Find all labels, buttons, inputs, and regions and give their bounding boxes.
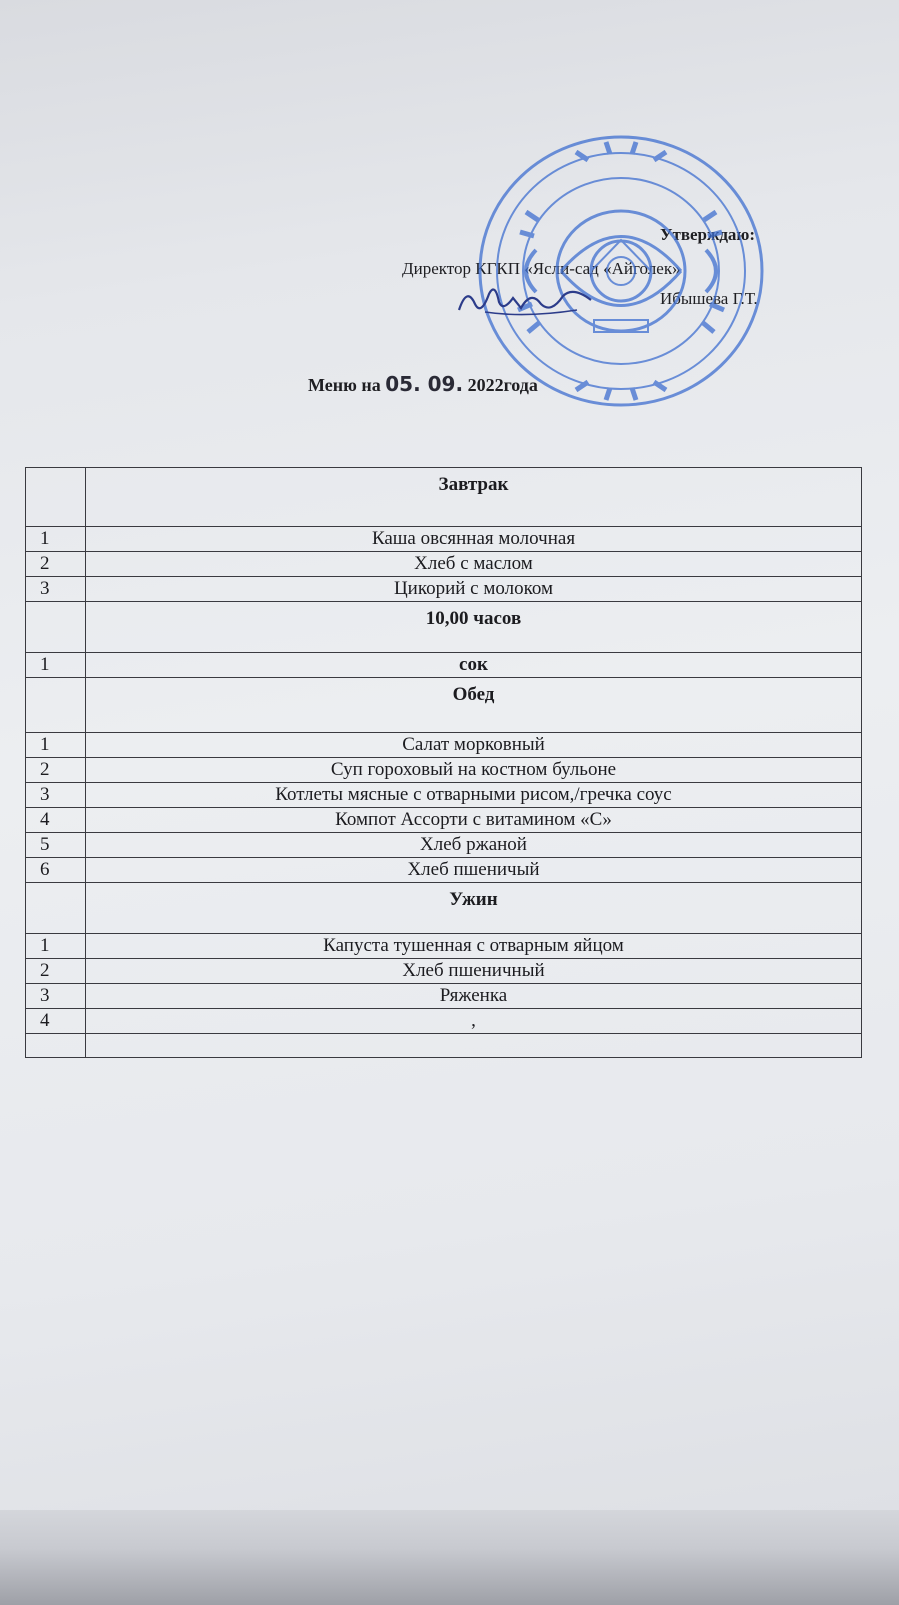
row-number: 1 (26, 934, 86, 959)
row-number (26, 1034, 86, 1058)
dish-name (86, 1034, 862, 1058)
table-row (26, 783, 862, 808)
official-round-stamp-icon (476, 132, 766, 410)
dish-name: Каша овсянная молочная (86, 527, 862, 552)
page-bottom-edge (0, 1510, 899, 1605)
dish-name: , (86, 1009, 862, 1034)
row-number: 4 (26, 808, 86, 833)
table-row (26, 959, 862, 984)
dish-name: Цикорий с молоком (86, 577, 862, 602)
row-number: 5 (26, 833, 86, 858)
dish-name: сок (86, 653, 862, 678)
table-row (26, 653, 862, 678)
row-number: 3 (26, 984, 86, 1009)
empty-table-row (26, 1034, 862, 1058)
section-number-cell (26, 883, 86, 934)
table-row (26, 984, 862, 1009)
section-number-cell (26, 468, 86, 527)
row-number: 3 (26, 577, 86, 602)
row-number: 2 (26, 959, 86, 984)
table-row (26, 733, 862, 758)
section-number-cell (26, 678, 86, 733)
section-title: Завтрак (86, 468, 862, 527)
menu-title (308, 372, 538, 396)
row-number: 1 (26, 733, 86, 758)
table-row (26, 833, 862, 858)
table-row (26, 934, 862, 959)
table-row (26, 1009, 862, 1034)
row-number: 2 (26, 552, 86, 577)
approval-name: Ибышева Г.Т. (660, 289, 758, 308)
menu-title-prefix: Меню на (308, 375, 386, 395)
row-number: 4 (26, 1009, 86, 1034)
approval-title: Утверждаю: (660, 225, 756, 244)
dish-name: Хлеб пшеничный (86, 959, 862, 984)
table-row (26, 577, 862, 602)
table-row (26, 552, 862, 577)
dish-name: Котлеты мясные с отварными рисом,/гречка соус (86, 783, 862, 808)
handwritten-signature-icon (455, 280, 595, 320)
table-row (26, 758, 862, 783)
row-number: 6 (26, 858, 86, 883)
row-number: 1 (26, 653, 86, 678)
dish-name: Салат морковный (86, 733, 862, 758)
section-title: Обед (86, 678, 862, 733)
section-header-dinner (26, 883, 862, 934)
row-number: 2 (26, 758, 86, 783)
section-title: Ужин (86, 883, 862, 934)
dish-name: Суп гороховый на костном бульоне (86, 758, 862, 783)
table-row (26, 858, 862, 883)
row-number: 1 (26, 527, 86, 552)
dish-name: Хлеб с маслом (86, 552, 862, 577)
menu-title-suffix: 2022года (463, 375, 538, 395)
section-header-snack (26, 602, 862, 653)
section-header-lunch (26, 678, 862, 733)
menu-date-handwritten: 05. 09. (385, 372, 464, 396)
table-row (26, 527, 862, 552)
dish-name: Компот Ассорти с витамином «С» (86, 808, 862, 833)
section-number-cell (26, 602, 86, 653)
dish-name: Хлеб ржаной (86, 833, 862, 858)
menu-table (25, 467, 862, 1058)
dish-name: Капуста тушенная с отварным яйцом (86, 934, 862, 959)
section-header-breakfast (26, 468, 862, 527)
section-title: 10,00 часов (86, 602, 862, 653)
approval-position: Директор КГКП «Ясли-сад «Айголек» (402, 259, 681, 278)
row-number: 3 (26, 783, 86, 808)
table-row (26, 808, 862, 833)
dish-name: Ряженка (86, 984, 862, 1009)
dish-name: Хлеб пшеничый (86, 858, 862, 883)
